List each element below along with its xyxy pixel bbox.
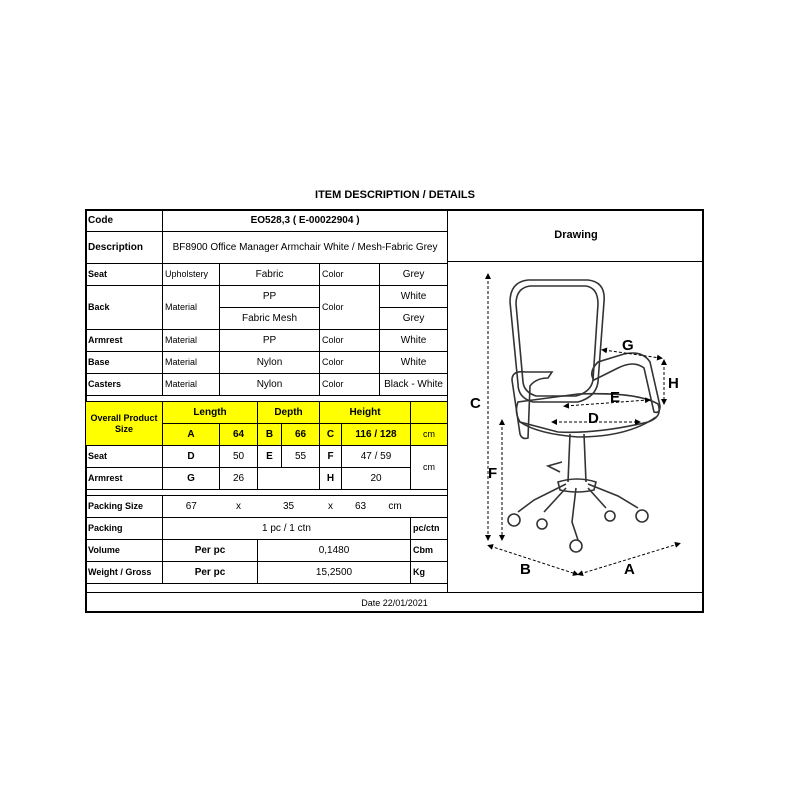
part-color: Grey: [380, 308, 448, 330]
part-color: Black - White: [380, 374, 448, 396]
packing-size-h: 63: [342, 496, 380, 518]
size-armrest-label: Armrest: [86, 468, 163, 490]
letter-d: D: [588, 410, 599, 427]
part-color: Grey: [380, 264, 448, 286]
size-key-e: E: [258, 446, 282, 468]
size-armrest-row: [86, 468, 448, 490]
drawing-header: Drawing: [447, 209, 704, 262]
size-header-height: Height: [320, 402, 411, 424]
part-attr: Material: [163, 330, 220, 352]
size-value-e: 55: [282, 446, 320, 468]
size-value-g: 26: [220, 468, 258, 490]
size-key-g: G: [163, 468, 220, 490]
weight-row: [86, 562, 448, 584]
weight-per: Per pc: [163, 562, 258, 584]
size-key-d: D: [163, 446, 220, 468]
size-unit-2: cm: [411, 446, 448, 490]
part-color-label: Color: [320, 374, 380, 396]
part-attr: Upholstery: [163, 264, 220, 286]
code-row: [86, 210, 448, 232]
part-row-base: [86, 352, 448, 374]
volume-per: Per pc: [163, 540, 258, 562]
packing-size-x1: x: [220, 496, 258, 518]
part-row-casters: [86, 374, 448, 396]
part-attr: Material: [163, 374, 220, 396]
chair-outline: [508, 280, 660, 552]
sheet-title: ITEM DESCRIPTION / DETAILS: [315, 189, 475, 201]
dimension-labels: [470, 337, 679, 578]
packing-row: [86, 518, 448, 540]
chair-drawing: [448, 262, 705, 592]
letter-a: A: [624, 561, 635, 578]
part-name: Seat: [86, 264, 163, 286]
size-seat-row: [86, 446, 448, 468]
volume-value: 0,1480: [258, 540, 411, 562]
part-material: PP: [220, 286, 320, 308]
part-name: Back: [86, 286, 163, 330]
part-material: Fabric Mesh: [220, 308, 320, 330]
letter-g: G: [622, 337, 634, 354]
code-label: Code: [86, 210, 163, 232]
size-value-b: 66: [282, 424, 320, 446]
volume-unit: Cbm: [411, 540, 448, 562]
packing-value: 1 pc / 1 ctn: [163, 518, 411, 540]
size-unit: cm: [411, 424, 448, 446]
size-value-h: 20: [342, 468, 411, 490]
letter-e: E: [610, 389, 621, 406]
packing-label: Packing: [86, 518, 163, 540]
drawing-area: [447, 262, 704, 592]
letter-h: H: [668, 375, 679, 392]
part-attr: Material: [163, 286, 220, 330]
part-color-label: Color: [320, 264, 380, 286]
weight-value: 15,2500: [258, 562, 411, 584]
packing-unit: pc/ctn: [411, 518, 448, 540]
date-footer: Date 22/01/2021: [85, 592, 704, 613]
weight-label: Weight / Gross: [86, 562, 163, 584]
size-key-a: A: [163, 424, 220, 446]
size-value-a: 64: [220, 424, 258, 446]
packing-size-x2: x: [320, 496, 342, 518]
size-value-d: 50: [220, 446, 258, 468]
code-value: EO528,3 ( E-00022904 ): [163, 210, 448, 232]
size-key-f: F: [320, 446, 342, 468]
part-material: Fabric: [220, 264, 320, 286]
size-key-h: H: [320, 468, 342, 490]
part-color-label: Color: [320, 352, 380, 374]
part-color: White: [380, 286, 448, 308]
packing-size-unit: cm: [380, 496, 411, 518]
part-material: PP: [220, 330, 320, 352]
part-color: White: [380, 330, 448, 352]
part-material: Nylon: [220, 352, 320, 374]
part-material: Nylon: [220, 374, 320, 396]
size-header-blank: [411, 402, 448, 424]
part-name: Armrest: [86, 330, 163, 352]
part-row-seat: [86, 264, 448, 286]
size-header-row: [86, 402, 448, 424]
part-color-label: Color: [320, 286, 380, 330]
description-row: [86, 232, 448, 264]
part-color: White: [380, 352, 448, 374]
weight-unit: Kg: [411, 562, 448, 584]
part-attr: Material: [163, 352, 220, 374]
part-row-back: [86, 286, 448, 308]
part-row-armrest: [86, 330, 448, 352]
packing-size-l: 67: [163, 496, 220, 518]
letter-f: F: [488, 465, 498, 482]
volume-label: Volume: [86, 540, 163, 562]
size-header-depth: Depth: [258, 402, 320, 424]
size-header-length: Length: [163, 402, 258, 424]
part-color-label: Color: [320, 330, 380, 352]
dimension-lines: [488, 276, 678, 574]
size-value-f: 47 / 59: [342, 446, 411, 468]
size-label: Overall Product Size: [86, 402, 163, 446]
spec-table: [85, 209, 448, 584]
size-value-c: 116 / 128: [342, 424, 411, 446]
size-empty: [258, 468, 320, 490]
part-name: Base: [86, 352, 163, 374]
size-key-c: C: [320, 424, 342, 446]
part-name: Casters: [86, 374, 163, 396]
letter-c: C: [470, 395, 481, 412]
volume-row: [86, 540, 448, 562]
letter-b: B: [520, 561, 531, 578]
size-key-b: B: [258, 424, 282, 446]
packing-size-w: 35: [258, 496, 320, 518]
size-seat-label: Seat: [86, 446, 163, 468]
packing-size-label: Packing Size: [86, 496, 163, 518]
description-label: Description: [86, 232, 163, 264]
description-value: BF8900 Office Manager Armchair White / Mesh-Fabric Grey: [163, 232, 448, 264]
packing-size-row: [86, 496, 448, 518]
